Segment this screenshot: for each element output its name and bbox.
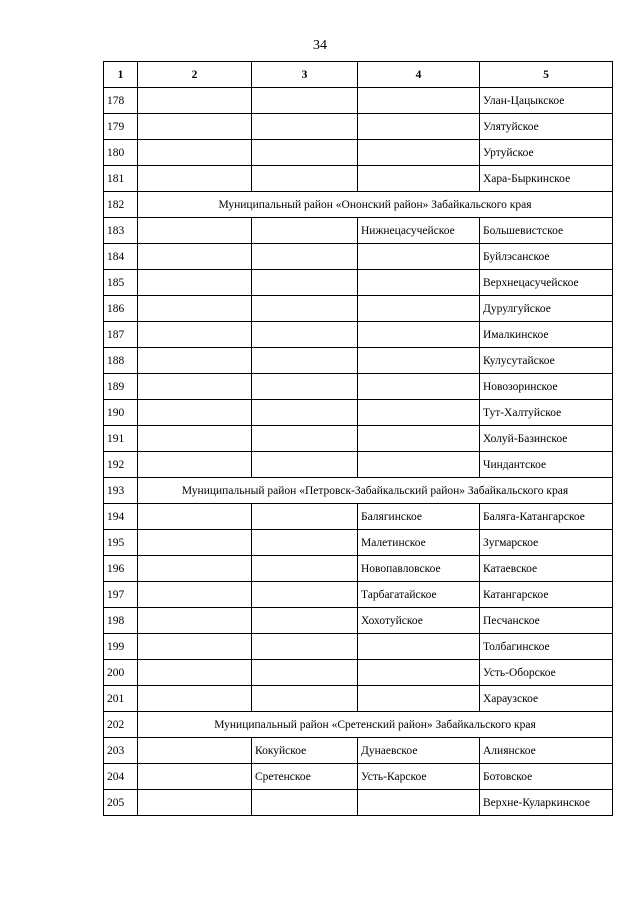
district-name: Муниципальный район «Сретенский район» Забайкальского края bbox=[138, 712, 613, 738]
cell-col-5: Хараузское bbox=[480, 686, 613, 712]
row-number: 189 bbox=[104, 374, 138, 400]
cell-col-5: Ботовское bbox=[480, 764, 613, 790]
cell-col-5: Улятуйское bbox=[480, 114, 613, 140]
district-name: Муниципальный район «Ононский район» Забайкальского края bbox=[138, 192, 613, 218]
cell-col-3 bbox=[252, 426, 358, 452]
cell-col-3 bbox=[252, 686, 358, 712]
table-row bbox=[104, 114, 613, 140]
cell-col-5: Песчанское bbox=[480, 608, 613, 634]
cell-col-2 bbox=[138, 738, 252, 764]
cell-col-3 bbox=[252, 504, 358, 530]
cell-col-4: Хохотуйское bbox=[358, 608, 480, 634]
cell-col-3 bbox=[252, 166, 358, 192]
cell-col-2 bbox=[138, 530, 252, 556]
table-row bbox=[104, 218, 613, 244]
row-number: 180 bbox=[104, 140, 138, 166]
table-row bbox=[104, 504, 613, 530]
row-number: 191 bbox=[104, 426, 138, 452]
cell-col-4: Нижнецасучейское bbox=[358, 218, 480, 244]
cell-col-4: Тарбагатайское bbox=[358, 582, 480, 608]
cell-col-3 bbox=[252, 296, 358, 322]
table-row bbox=[104, 452, 613, 478]
table-row bbox=[104, 426, 613, 452]
cell-col-3 bbox=[252, 790, 358, 816]
cell-col-5: Катаевское bbox=[480, 556, 613, 582]
row-number: 184 bbox=[104, 244, 138, 270]
cell-col-3: Сретенское bbox=[252, 764, 358, 790]
cell-col-4: Малетинское bbox=[358, 530, 480, 556]
cell-col-4 bbox=[358, 634, 480, 660]
cell-col-2 bbox=[138, 88, 252, 114]
table-row bbox=[104, 296, 613, 322]
table-row bbox=[104, 530, 613, 556]
cell-col-4: Новопавловское bbox=[358, 556, 480, 582]
row-number: 190 bbox=[104, 400, 138, 426]
cell-col-3 bbox=[252, 114, 358, 140]
table-row bbox=[104, 608, 613, 634]
district-row bbox=[104, 478, 613, 504]
cell-col-5: Чиндантское bbox=[480, 452, 613, 478]
cell-col-5: Большевистское bbox=[480, 218, 613, 244]
row-number: 187 bbox=[104, 322, 138, 348]
header-row bbox=[104, 62, 613, 88]
cell-col-4 bbox=[358, 374, 480, 400]
column-header-5: 5 bbox=[480, 62, 613, 88]
cell-col-2 bbox=[138, 556, 252, 582]
cell-col-2 bbox=[138, 400, 252, 426]
cell-col-4: Балягинское bbox=[358, 504, 480, 530]
page-number: 34 bbox=[313, 38, 327, 53]
column-header-3: 3 bbox=[252, 62, 358, 88]
cell-col-5: Новозоринское bbox=[480, 374, 613, 400]
cell-col-2 bbox=[138, 790, 252, 816]
cell-col-4 bbox=[358, 114, 480, 140]
cell-col-4 bbox=[358, 790, 480, 816]
cell-col-3 bbox=[252, 218, 358, 244]
table-row bbox=[104, 270, 613, 296]
cell-col-4 bbox=[358, 686, 480, 712]
cell-col-5: Хара-Быркинское bbox=[480, 166, 613, 192]
cell-col-2 bbox=[138, 166, 252, 192]
row-number: 201 bbox=[104, 686, 138, 712]
cell-col-3 bbox=[252, 88, 358, 114]
row-number: 188 bbox=[104, 348, 138, 374]
district-row bbox=[104, 712, 613, 738]
row-number: 186 bbox=[104, 296, 138, 322]
table-row bbox=[104, 660, 613, 686]
table-row bbox=[104, 556, 613, 582]
cell-col-2 bbox=[138, 296, 252, 322]
row-number: 193 bbox=[104, 478, 138, 504]
cell-col-4 bbox=[358, 166, 480, 192]
cell-col-2 bbox=[138, 686, 252, 712]
table-row bbox=[104, 244, 613, 270]
cell-col-3 bbox=[252, 140, 358, 166]
row-number: 197 bbox=[104, 582, 138, 608]
cell-col-2 bbox=[138, 114, 252, 140]
district-row bbox=[104, 192, 613, 218]
cell-col-4: Дунаевское bbox=[358, 738, 480, 764]
cell-col-2 bbox=[138, 374, 252, 400]
cell-col-4 bbox=[358, 348, 480, 374]
row-number: 196 bbox=[104, 556, 138, 582]
table-row bbox=[104, 634, 613, 660]
cell-col-3 bbox=[252, 244, 358, 270]
cell-col-3 bbox=[252, 582, 358, 608]
row-number: 203 bbox=[104, 738, 138, 764]
row-number: 183 bbox=[104, 218, 138, 244]
row-number: 185 bbox=[104, 270, 138, 296]
row-number: 194 bbox=[104, 504, 138, 530]
cell-col-4 bbox=[358, 270, 480, 296]
cell-col-2 bbox=[138, 582, 252, 608]
municipalities-table bbox=[103, 61, 613, 816]
cell-col-4 bbox=[358, 140, 480, 166]
cell-col-5: Ималкинское bbox=[480, 322, 613, 348]
cell-col-5: Баляга-Катангарское bbox=[480, 504, 613, 530]
cell-col-3 bbox=[252, 660, 358, 686]
cell-col-2 bbox=[138, 608, 252, 634]
table-row bbox=[104, 764, 613, 790]
cell-col-5: Тут-Халтуйское bbox=[480, 400, 613, 426]
row-number: 181 bbox=[104, 166, 138, 192]
cell-col-2 bbox=[138, 322, 252, 348]
cell-col-5: Дурулгуйское bbox=[480, 296, 613, 322]
cell-col-3 bbox=[252, 322, 358, 348]
row-number: 198 bbox=[104, 608, 138, 634]
cell-col-2 bbox=[138, 764, 252, 790]
cell-col-3: Кокуйское bbox=[252, 738, 358, 764]
cell-col-4 bbox=[358, 322, 480, 348]
cell-col-2 bbox=[138, 634, 252, 660]
cell-col-2 bbox=[138, 426, 252, 452]
table-row bbox=[104, 400, 613, 426]
row-number: 200 bbox=[104, 660, 138, 686]
table-body bbox=[104, 88, 613, 816]
table-row bbox=[104, 790, 613, 816]
column-header-4: 4 bbox=[358, 62, 480, 88]
column-header-1: 1 bbox=[104, 62, 138, 88]
row-number: 182 bbox=[104, 192, 138, 218]
cell-col-2 bbox=[138, 660, 252, 686]
cell-col-2 bbox=[138, 270, 252, 296]
cell-col-4 bbox=[358, 452, 480, 478]
cell-col-5: Буйлэсанское bbox=[480, 244, 613, 270]
cell-col-4 bbox=[358, 400, 480, 426]
cell-col-5: Верхнецасучейское bbox=[480, 270, 613, 296]
cell-col-2 bbox=[138, 140, 252, 166]
cell-col-3 bbox=[252, 634, 358, 660]
cell-col-5: Холуй-Базинское bbox=[480, 426, 613, 452]
table-row bbox=[104, 582, 613, 608]
row-number: 195 bbox=[104, 530, 138, 556]
cell-col-2 bbox=[138, 218, 252, 244]
table-row bbox=[104, 166, 613, 192]
cell-col-5: Алиянское bbox=[480, 738, 613, 764]
table-row bbox=[104, 686, 613, 712]
cell-col-4 bbox=[358, 296, 480, 322]
table-row bbox=[104, 322, 613, 348]
cell-col-5: Толбагинское bbox=[480, 634, 613, 660]
cell-col-5: Усть-Оборское bbox=[480, 660, 613, 686]
cell-col-5: Кулусутайское bbox=[480, 348, 613, 374]
cell-col-4 bbox=[358, 660, 480, 686]
row-number: 205 bbox=[104, 790, 138, 816]
row-number: 192 bbox=[104, 452, 138, 478]
table-row bbox=[104, 88, 613, 114]
cell-col-4 bbox=[358, 426, 480, 452]
cell-col-3 bbox=[252, 400, 358, 426]
cell-col-3 bbox=[252, 530, 358, 556]
cell-col-3 bbox=[252, 452, 358, 478]
table-row bbox=[104, 140, 613, 166]
cell-col-3 bbox=[252, 374, 358, 400]
table-row bbox=[104, 374, 613, 400]
cell-col-2 bbox=[138, 452, 252, 478]
column-header-2: 2 bbox=[138, 62, 252, 88]
cell-col-4 bbox=[358, 244, 480, 270]
cell-col-5: Уртуйское bbox=[480, 140, 613, 166]
cell-col-4: Усть-Карское bbox=[358, 764, 480, 790]
cell-col-5: Зугмарское bbox=[480, 530, 613, 556]
table-row bbox=[104, 348, 613, 374]
cell-col-3 bbox=[252, 608, 358, 634]
cell-col-5: Верхне-Куларкинское bbox=[480, 790, 613, 816]
district-name: Муниципальный район «Петровск-Забайкальский район» Забайкальского края bbox=[138, 478, 613, 504]
cell-col-5: Катангарское bbox=[480, 582, 613, 608]
row-number: 199 bbox=[104, 634, 138, 660]
cell-col-2 bbox=[138, 348, 252, 374]
row-number: 179 bbox=[104, 114, 138, 140]
cell-col-2 bbox=[138, 244, 252, 270]
table-row bbox=[104, 738, 613, 764]
cell-col-5: Улан-Цацыкское bbox=[480, 88, 613, 114]
row-number: 178 bbox=[104, 88, 138, 114]
cell-col-4 bbox=[358, 88, 480, 114]
cell-col-3 bbox=[252, 270, 358, 296]
row-number: 202 bbox=[104, 712, 138, 738]
row-number: 204 bbox=[104, 764, 138, 790]
cell-col-2 bbox=[138, 504, 252, 530]
cell-col-3 bbox=[252, 556, 358, 582]
cell-col-3 bbox=[252, 348, 358, 374]
